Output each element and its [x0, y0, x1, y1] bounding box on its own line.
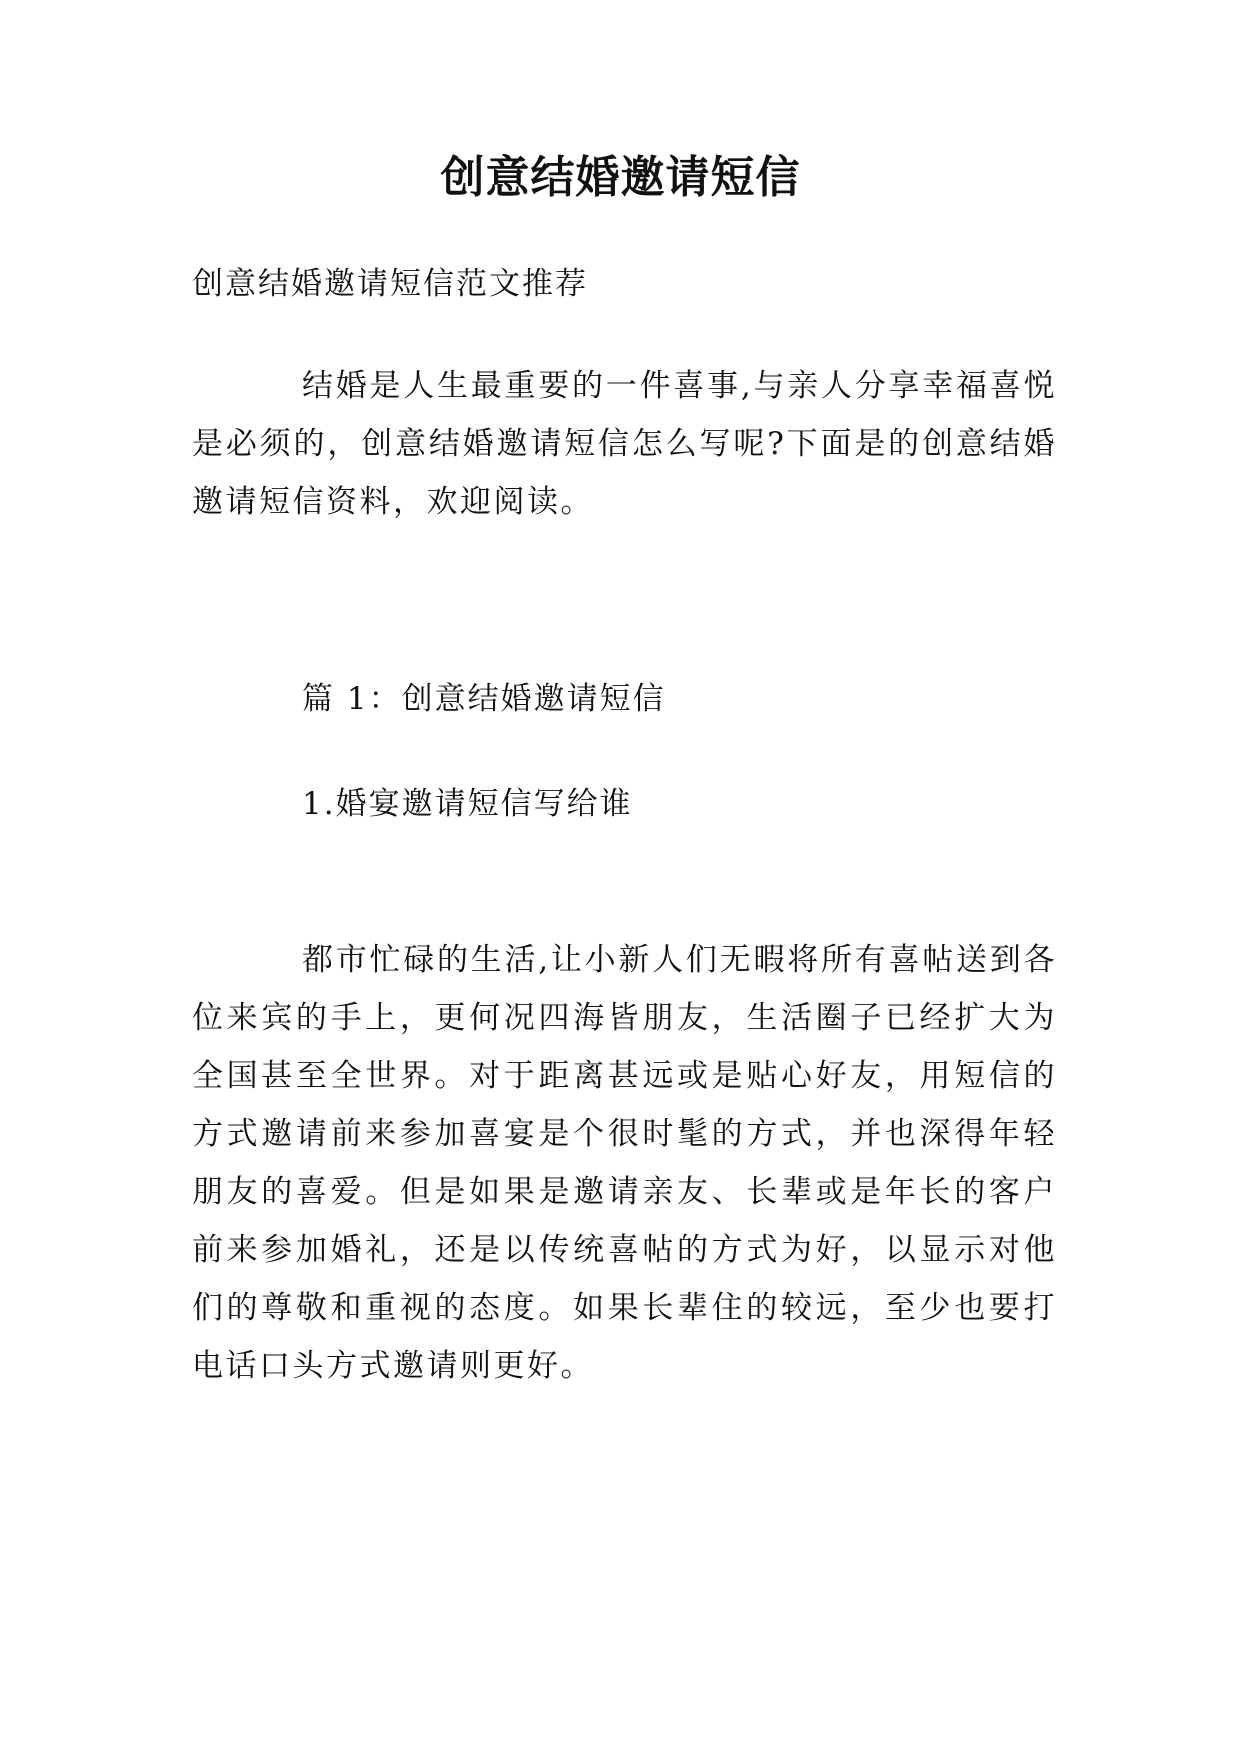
item-heading: 1.婚宴邀请短信写给谁: [302, 786, 633, 822]
document-title: 创意结婚邀请短信: [440, 152, 801, 203]
section-heading: 篇 1：创意结婚邀请短信: [302, 681, 666, 717]
body-paragraph: 都市忙碌的生活,让小新人们无暇将所有喜帖送到各位来宾的手上，更何况四海皆朋友，生活圈子已经扩大为全国甚至全世界。对于距离甚远或是贴心好友，用短信的方式邀请前来参加喜宴是个很时髦的方式，并也深得年轻朋友的喜爱。但是如果是邀请亲友、长辈或是年长的客户前来参加婚礼，还是以传统喜帖的方式为好，以显示对他们的尊敬和重视的态度。如果长辈住的较远，至少也要打电话口头方式邀请则更好。: [192, 942, 1057, 1384]
intro-paragraph: 结婚是人生最重要的一件喜事,与亲人分享幸福喜悦是必须的，创意结婚邀请短信怎么写呢?下面是的创意结婚邀请短信资料，欢迎阅读。: [192, 368, 1057, 520]
document-subtitle: 创意结婚邀请短信范文推荐: [192, 266, 588, 302]
